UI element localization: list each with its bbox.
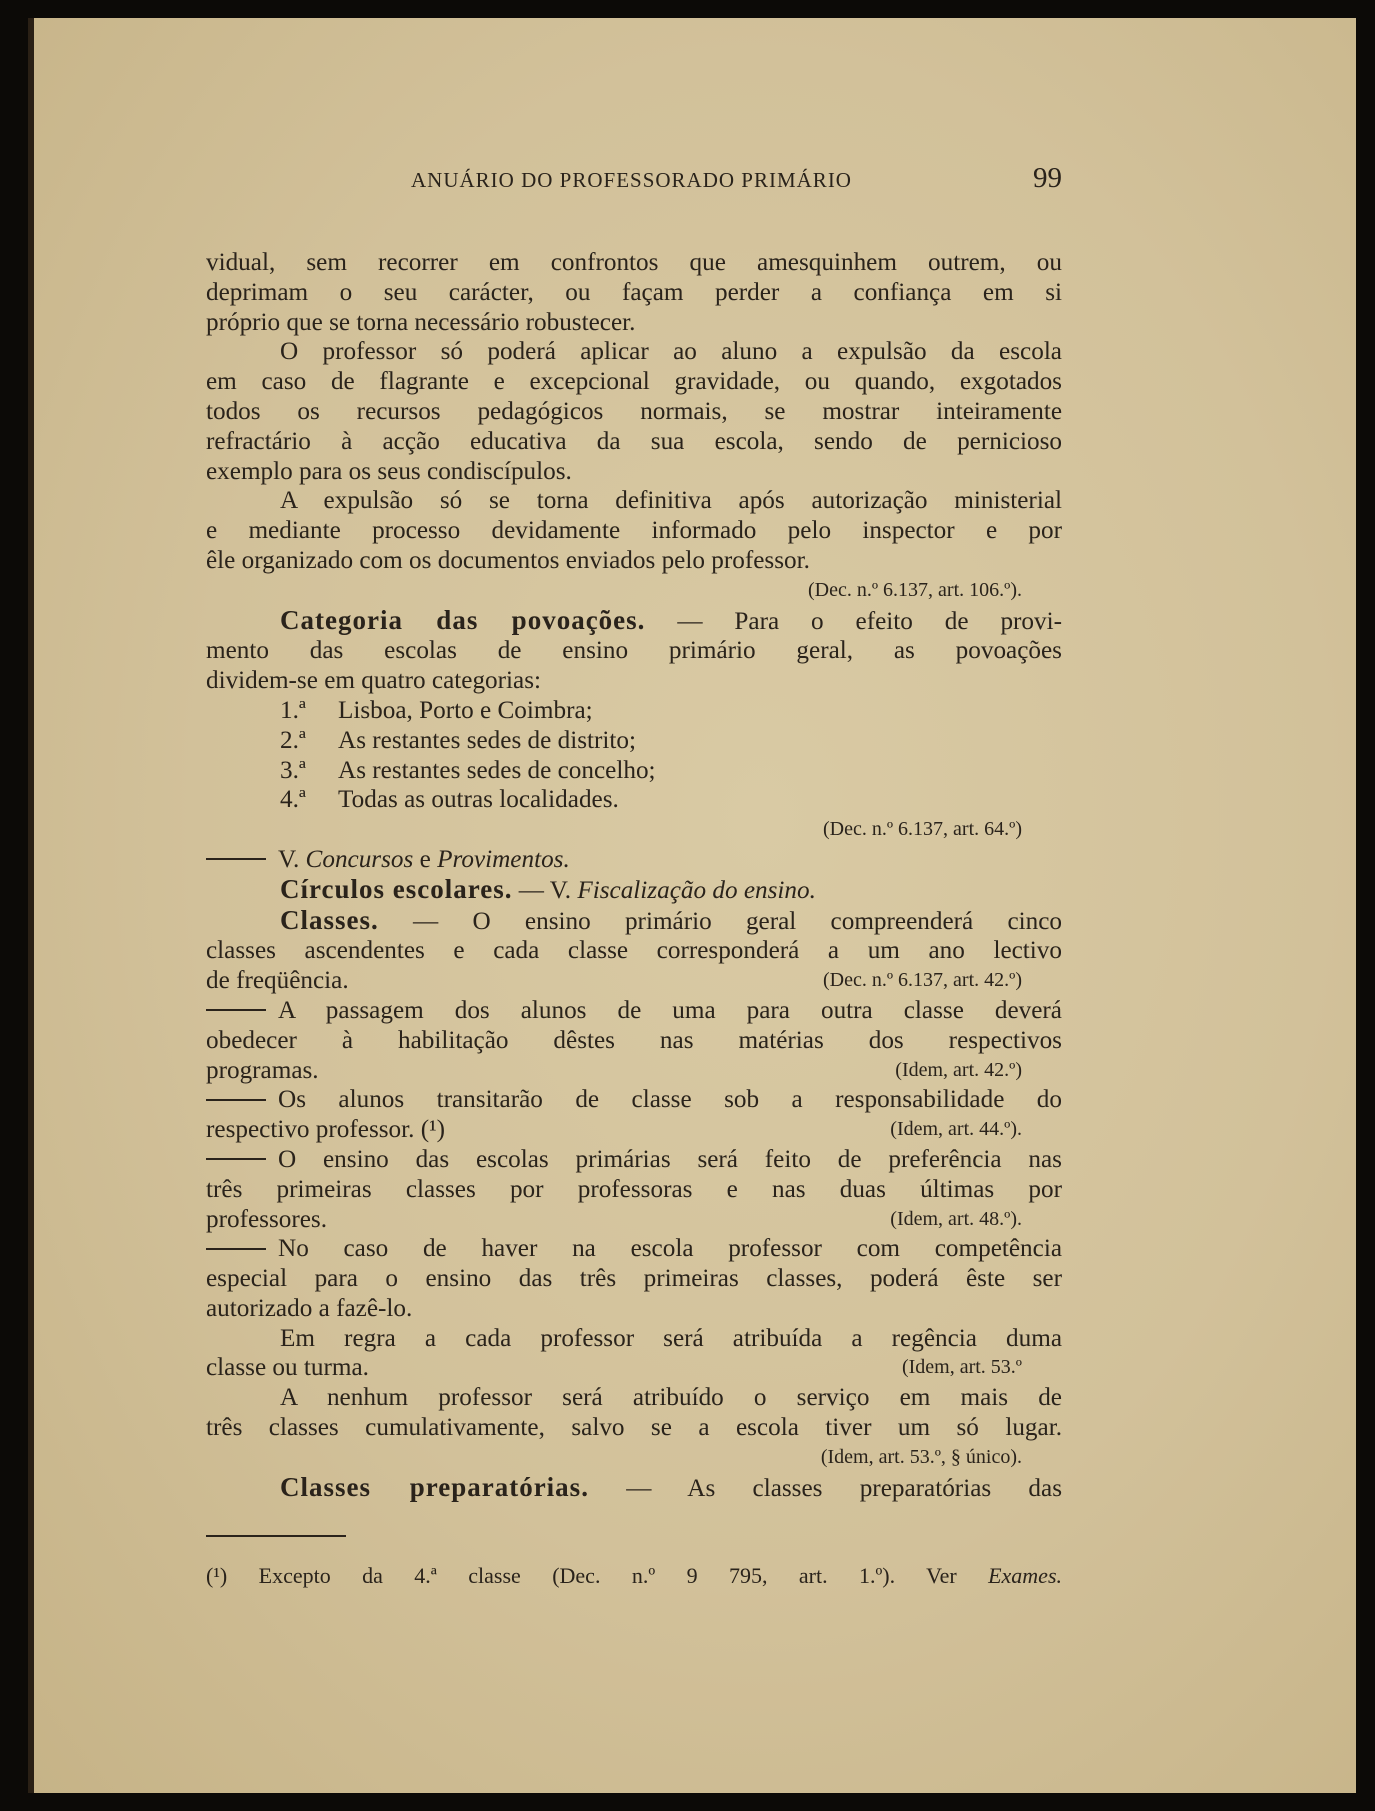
paragraph-line: e mediante processo devidamente informado pelo inspector e por: [206, 517, 1062, 545]
em-rule: [206, 1009, 266, 1011]
page-header: [206, 160, 1062, 200]
list-item: 1.ª Lisboa, Porto e Coimbra;: [280, 696, 593, 724]
page-number: 99: [1033, 162, 1062, 194]
line-with-citation: classe ou turma. (Idem, art. 53.º: [206, 1353, 1062, 1383]
paragraph-line: A expulsão só se torna definitiva após autorização ministerial: [280, 487, 1062, 515]
section-categoria: [206, 606, 1062, 637]
em-rule: [206, 1248, 266, 1250]
paragraph-line: O professor só poderá aplicar ao aluno a expulsão da escola: [280, 338, 1062, 366]
section-heading: Classes preparatórias.: [280, 1471, 589, 1502]
paragraph-line: A nenhum professor será atribuído o serviço em mais de: [280, 1384, 1062, 1412]
list-item: 3.ª As restantes sedes de concelho;: [280, 756, 656, 784]
list-item: 2.ª As restantes sedes de distrito;: [280, 726, 636, 754]
paragraph-line: três classes cumulativamente, salvo se a escola tiver um só lugar.: [206, 1414, 1062, 1442]
paragraph-line: exemplo para os seus condiscípulos.: [206, 457, 572, 485]
line-with-citation: respectivo professor. (¹) (Idem, art. 44.º).: [206, 1115, 1062, 1145]
paragraph-line: dividem-se em quatro categorias:: [206, 667, 542, 695]
running-title: ANUÁRIO DO PROFESSORADO PRIMÁRIO: [411, 168, 852, 192]
paragraph-line: Os alunos transitarão de classe sob a responsabilidade do: [206, 1085, 1062, 1115]
paragraph-line: classes ascendentes e cada classe corresponderá a um ano lectivo: [206, 937, 1062, 965]
section-classes-preparatorias: Classes preparatórias. — As classes preparatórias das: [280, 1471, 1063, 1502]
see-also-line: V. Concursos e Provimentos.: [206, 845, 1062, 875]
citation: (Dec. n.º 6.137, art. 64.º): [822, 818, 1022, 841]
section-heading: Classes.: [280, 904, 379, 935]
line-with-citation: professores. (Idem, art. 48.º).: [206, 1205, 1062, 1235]
paragraph-line: Em regra a cada professor será atribuída a regência duma: [280, 1324, 1062, 1352]
body-text: [206, 248, 1062, 1503]
paragraph-line: No caso de haver na escola professor com competência: [206, 1234, 1062, 1264]
citation: (Idem, art. 48.º).: [890, 1207, 1022, 1230]
paragraph-line: três primeiras classes por professoras e nas duas últimas por: [206, 1175, 1062, 1203]
paragraph-line: todos os recursos pedagógicos normais, se mostrar inteiramente: [206, 397, 1062, 425]
em-rule: [206, 1099, 266, 1101]
paragraph-line: em caso de flagrante e excepcional gravidade, ou quando, exgotados: [206, 368, 1062, 396]
section-text: — Para o efeito de provi-: [677, 607, 1063, 635]
paragraph-line: refractário à acção educativa da sua escola, sendo de pernicioso: [206, 427, 1062, 455]
citation: (Idem, art. 53.º, § único).: [820, 1445, 1022, 1468]
paragraph-line: A passagem dos alunos de uma para outra classe deverá: [206, 996, 1062, 1026]
paragraph-line: autorizado a fazê-lo.: [206, 1294, 413, 1322]
paragraph-line: especial para o ensino das três primeiras classes, poderá êste ser: [206, 1265, 1062, 1293]
paragraph-line: obedecer à habilitação dêstes nas matérias dos respectivos: [206, 1026, 1062, 1054]
paragraph-line: próprio que se torna necessário robustecer.: [206, 308, 636, 336]
em-rule: [206, 858, 266, 860]
em-rule: [206, 1158, 266, 1160]
section-classes: Classes. — O ensino primário geral compreenderá cinco: [280, 904, 1063, 935]
paragraph-line: êle organizado com os documentos enviados pelo professor.: [206, 546, 810, 574]
citation: (Idem, art. 53.º: [901, 1356, 1022, 1379]
paragraph-line: O ensino das escolas primárias será feito de preferência nas: [206, 1145, 1062, 1175]
paragraph-line: vidual, sem recorrer em confrontos que amesquinhem outrem, ou: [206, 249, 1062, 276]
line-with-citation: de freqüência. (Dec. n.º 6.137, art. 42.º): [206, 966, 1062, 996]
paragraph-line: mento das escolas de ensino primário geral, as povoações: [206, 637, 1062, 665]
citation: (Dec. n.º 6.137, art. 42.º): [822, 969, 1022, 992]
paragraph-line: deprimam o seu carácter, ou façam perder a confiança em si: [206, 278, 1062, 306]
section-circulos: Círculos escolares. — V. Fiscalização do ensino.: [280, 873, 816, 904]
line-with-citation: programas. (Idem, art. 42.º): [206, 1056, 1062, 1086]
list-item: 4.ª Todas as outras localidades.: [280, 786, 619, 814]
citation: (Idem, art. 44.º).: [890, 1118, 1022, 1141]
section-heading: Categoria das povoações.: [280, 604, 646, 635]
section-heading: Círculos escolares.: [280, 873, 513, 904]
citation: (Dec. n.º 6.137, art. 106.º).: [807, 578, 1022, 601]
footnote: (¹) Excepto da 4.ª classe (Dec. n.º 9 795, art. 1.º). Ver Exames.: [206, 1563, 1063, 1588]
footnote-rule: [206, 1535, 346, 1537]
citation: (Idem, art. 42.º): [895, 1058, 1022, 1081]
